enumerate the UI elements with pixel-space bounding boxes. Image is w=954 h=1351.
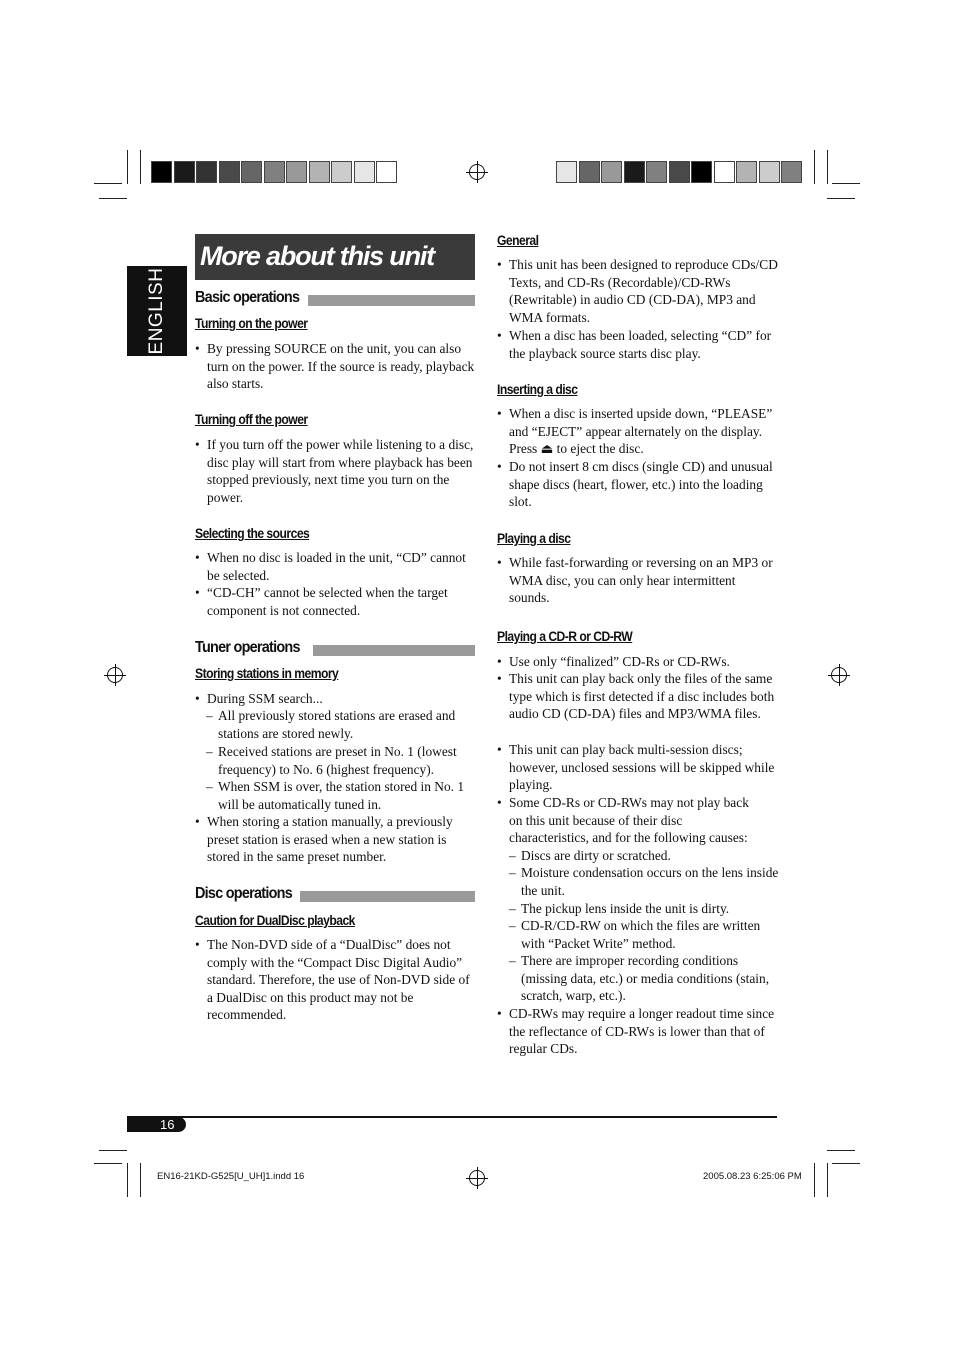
color-swatch [309,161,330,183]
color-swatch [691,161,712,183]
crop-mark [827,1150,855,1151]
language-tab-label: ENGLISH [146,267,167,355]
subheading-dualdisc: Caution for DualDisc playback [195,913,355,928]
subheading-general: General [497,233,539,248]
registration-mark-icon [831,667,847,683]
color-swatch [601,161,622,183]
color-swatch [219,161,240,183]
subheading-storing: Storing stations in memory [195,666,339,681]
slug-file: EN16-21KD-G525[U_UH]1.indd 16 [157,1171,305,1182]
color-swatch [759,161,780,183]
crop-mark [94,1163,122,1164]
color-swatch [286,161,307,183]
crop-mark [827,198,855,199]
section-bar [308,295,475,306]
color-swatch [196,161,217,183]
crop-mark [827,1163,828,1197]
crop-mark [814,1163,815,1197]
crop-mark [832,183,860,184]
crop-mark [140,1163,141,1197]
footer-rule [127,1116,777,1118]
registration-mark-icon [469,1170,485,1186]
subheading-power-on: Turning on the power [195,316,308,331]
crop-mark [827,150,828,184]
crop-mark [99,1150,127,1151]
color-swatch [556,161,577,183]
section-bar [300,891,475,902]
section-heading-basic: Basic operations [195,289,300,306]
color-swatch [264,161,285,183]
subheading-power-off: Turning off the power [195,412,308,427]
crop-mark [832,1163,860,1164]
color-swatch [376,161,397,183]
color-swatch [736,161,757,183]
color-swatch [241,161,262,183]
crop-mark [127,1163,128,1197]
color-swatch [151,161,172,183]
color-swatch [331,161,352,183]
crop-mark [99,198,127,199]
page-title: More about this unit [200,241,434,271]
color-swatch [781,161,802,183]
crop-mark [127,150,128,184]
registration-mark-icon [107,667,123,683]
color-swatch [646,161,667,183]
subheading-sources: Selecting the sources [195,526,310,541]
color-swatch [174,161,195,183]
page-number-tab [127,1117,186,1132]
color-swatch [624,161,645,183]
subheading-cdr: Playing a CD-R or CD-RW [497,629,633,644]
crop-mark [94,183,122,184]
color-swatch [354,161,375,183]
crop-mark [140,150,141,184]
subheading-inserting: Inserting a disc [497,382,578,397]
registration-mark-icon [469,164,485,180]
page-number: 16 [160,1117,175,1132]
section-heading-tuner: Tuner operations [195,639,300,656]
color-swatch [714,161,735,183]
color-swatch [579,161,600,183]
subheading-playing: Playing a disc [497,531,571,546]
crop-mark [814,150,815,184]
eject-icon: ⏏ [540,441,554,457]
section-bar [313,645,475,656]
section-heading-disc: Disc operations [195,885,292,902]
color-swatch [669,161,690,183]
slug-date: 2005.08.23 6:25:06 PM [703,1171,802,1182]
